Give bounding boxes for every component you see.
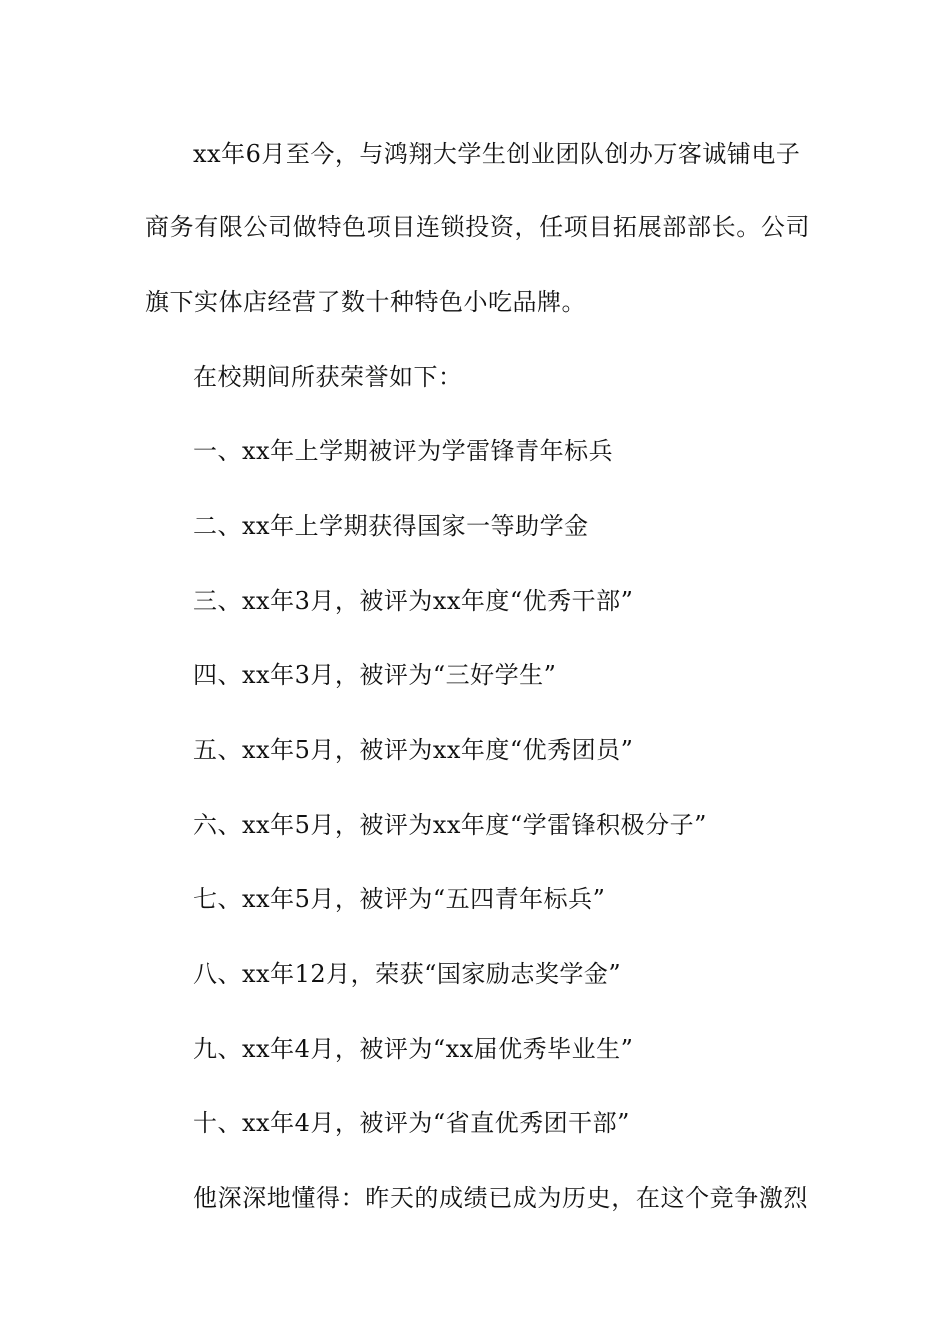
honor-item-4: 四、xx年3月，被评为“三好学生”: [193, 661, 557, 689]
closing-line: 他深深地懂得：昨天的成绩已成为历史，在这个竞争激烈: [193, 1184, 808, 1212]
honor-item-7: 七、xx年5月，被评为“五四青年标兵”: [193, 885, 606, 913]
honor-item-5: 五、xx年5月，被评为xx年度“优秀团员”: [193, 736, 634, 764]
paragraph-line-1: xx年6月至今，与鸿翔大学生创业团队创办万客诚铺电子: [193, 140, 801, 168]
honor-item-10: 十、xx年4月，被评为“省直优秀团干部”: [193, 1109, 630, 1137]
honor-item-9: 九、xx年4月，被评为“xx届优秀毕业生”: [193, 1035, 634, 1063]
honor-item-3: 三、xx年3月，被评为xx年度“优秀干部”: [193, 587, 634, 615]
paragraph-line-2: 商务有限公司做特色项目连锁投资，任项目拓展部部长。公司: [145, 213, 810, 241]
honor-item-1: 一、xx年上学期被评为学雷锋青年标兵: [193, 437, 614, 465]
honors-intro: 在校期间所获荣誉如下：: [193, 363, 463, 391]
paragraph-line-3: 旗下实体店经营了数十种特色小吃品牌。: [145, 288, 586, 316]
honor-item-8: 八、xx年12月，荣获“国家励志奖学金”: [193, 960, 622, 988]
honor-item-6: 六、xx年5月，被评为xx年度“学雷锋积极分子”: [193, 811, 707, 839]
honor-item-2: 二、xx年上学期获得国家一等助学金: [193, 512, 589, 540]
